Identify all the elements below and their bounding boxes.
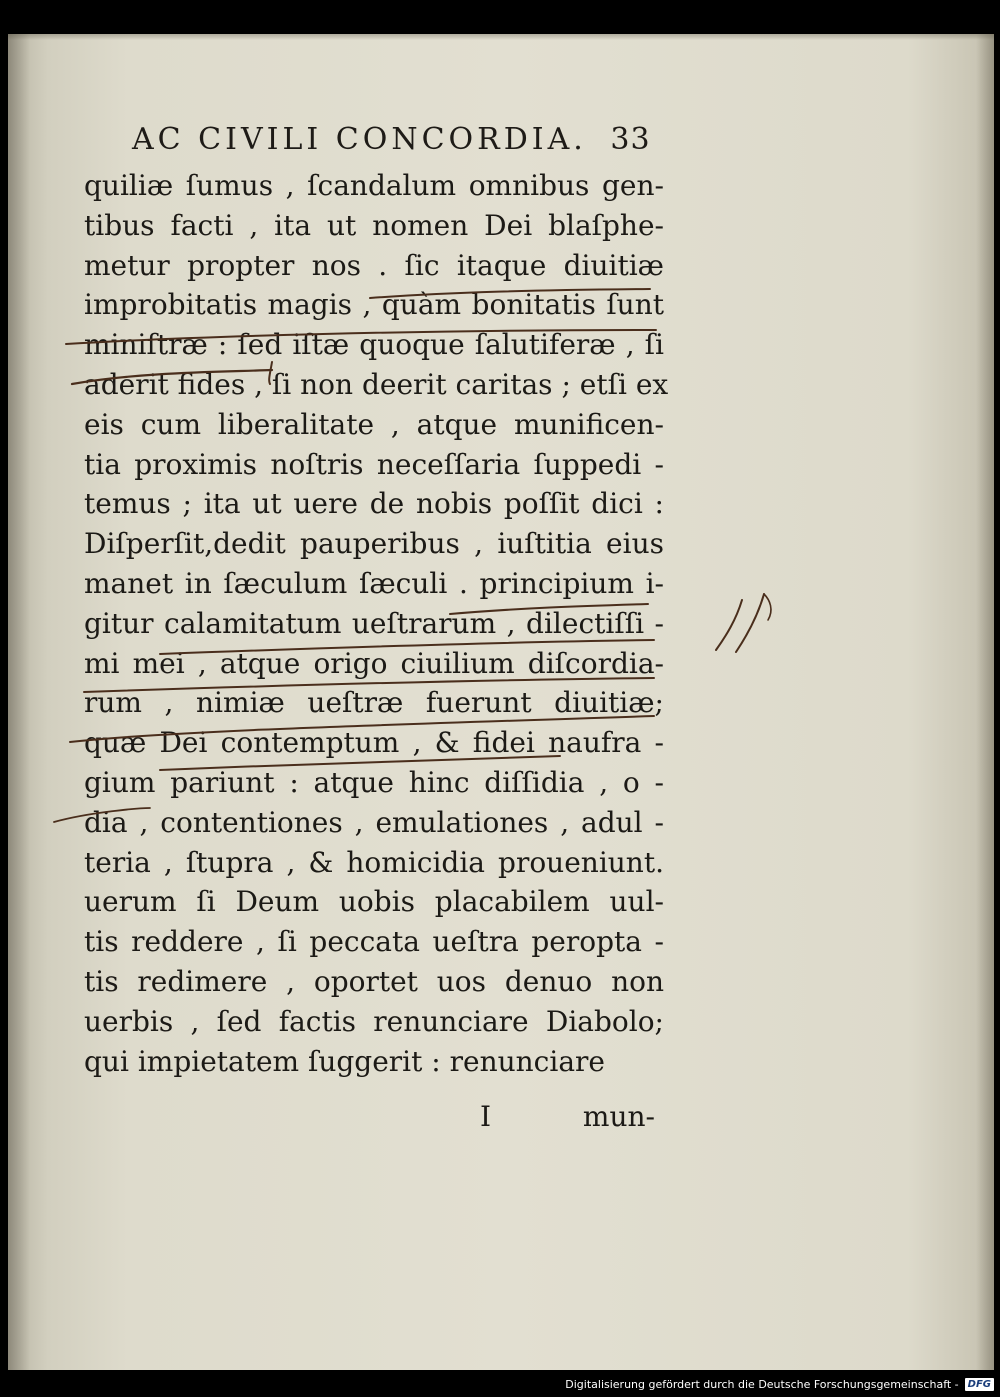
text-line: gitur calamitatum ueſtrarum , dilectiſſi - <box>84 606 664 640</box>
text-line: uerbis , ſed factis renunciare Diabolo; <box>84 1004 664 1038</box>
gutter-shadow <box>8 34 30 1370</box>
text-line: tis reddere , ſi peccata ueſtra peropta - <box>84 925 664 959</box>
page-number: 33 <box>610 122 651 157</box>
text-line: manet in ſæculum ſæculi . principium i- <box>84 566 664 600</box>
catchline <box>480 1100 655 1140</box>
text-line: eis cum liberalitate , atque munificen- <box>84 407 664 441</box>
text-line: metur propter nos . ſic itaque diuitiæ <box>84 248 664 282</box>
running-title: AC CIVILI CONCORDIA. <box>132 122 587 157</box>
text-line: qui impietatem ſuggerit : renunciare <box>84 1044 605 1078</box>
text-line: tis redimere , oportet uos denuo non <box>84 964 664 998</box>
signature-mark: I <box>480 1100 492 1133</box>
page-right-edge <box>976 34 994 1370</box>
text-line: quiliæ ſumus , ſcandalum omnibus gen- <box>84 169 664 202</box>
text-line: miniſtræ : ſed iſtæ quoque ſalutiferæ , ſi <box>84 328 664 362</box>
catchword: mun- <box>582 1100 655 1133</box>
text-line: Diſperſit,dedit pauperibus , iuſtitia eius <box>84 527 664 561</box>
text-line: aderit fides , ſi non deerit caritas ; etſi ex <box>84 367 669 401</box>
running-header <box>132 122 651 157</box>
funding-credit: Digitalisierung gefördert durch die Deutsche Forschungsgemeinschaft - <box>565 1377 959 1391</box>
text-line: tibus facti , ita ut nomen Dei blaſphe- <box>84 208 664 242</box>
text-line: mi mei , atque origo ciuilium diſcordia- <box>84 646 664 680</box>
text-line: gium pariunt : atque hinc diſſidia , o - <box>84 765 664 799</box>
footer-credit <box>565 1375 994 1393</box>
page-top-edge <box>8 34 994 40</box>
text-line: quæ Dei contemptum , & fidei naufra - <box>84 726 664 760</box>
text-line: dia , contentiones , emulationes , adul - <box>84 805 664 839</box>
text-line: tia proximis noſtris neceſſaria ſuppedi - <box>84 447 664 481</box>
body-text <box>84 166 669 1081</box>
dfg-logo-icon: DFG <box>965 1378 994 1391</box>
text-line: uerum ſi Deum uobis placabilem uul- <box>84 885 664 919</box>
text-line: teria , ſtupra , & homicidia proueniunt. <box>84 845 664 879</box>
text-line: temus ; ita ut uere de nobis poſſit dici : <box>84 487 664 521</box>
text-line: rum , nimiæ ueſtræ fuerunt diuitiæ; <box>84 686 664 720</box>
text-line: improbitatis magis , quàm bonitatis ſunt <box>84 288 664 322</box>
